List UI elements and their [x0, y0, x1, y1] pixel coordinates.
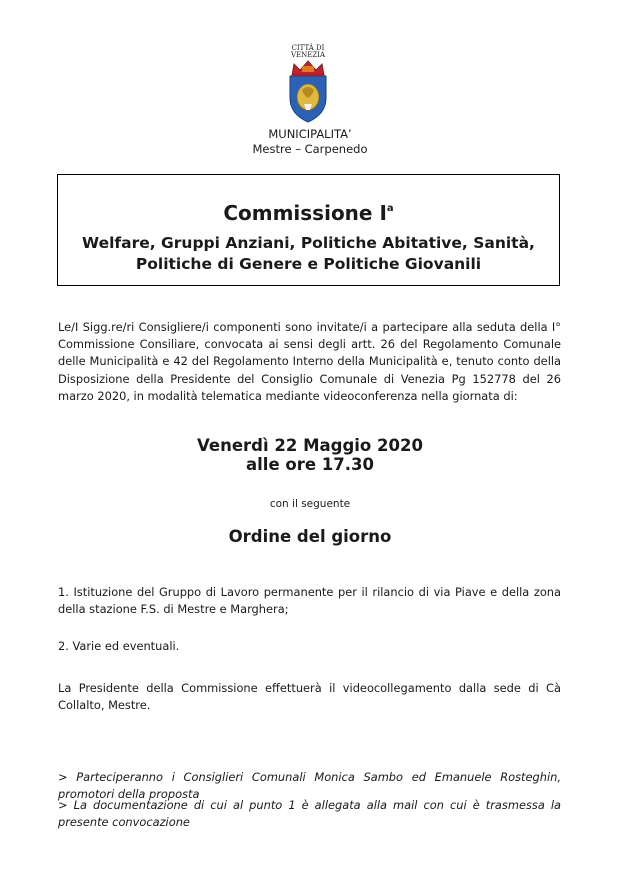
agenda-title: Ordine del giorno	[228, 527, 392, 546]
note-2: > La documentazione di cui al punto 1 è allegata alla mail con cui è trasmessa la presente convocazione	[58, 798, 561, 830]
meeting-date: Venerdì 22 Maggio 2020	[197, 436, 423, 455]
closing-paragraph: La Presidente della Commissione effettuerà il videocollegamento dalla sede di Cà Collalto, Mestre.	[58, 681, 561, 713]
logo-text-citta: CITTÀ DI	[291, 44, 325, 52]
city-coat-of-arms	[282, 42, 334, 124]
commission-subtitle	[58, 233, 559, 275]
commission-title-text: Commissione I	[223, 201, 387, 225]
logo-text-venezia: VENEZIA	[290, 51, 326, 59]
meeting-time: alle ore 17.30	[246, 455, 374, 474]
commission-title-superscript: a	[386, 203, 394, 214]
agenda-item-2: 2. Varie ed eventuali.	[58, 639, 180, 653]
commission-title	[58, 197, 559, 225]
municipalita-label: MUNICIPALITA’	[268, 127, 352, 141]
con-il-seguente: con il seguente	[269, 498, 351, 510]
intro-paragraph: Le/I Sigg.re/ri Consigliere/i componenti sono invitate/i a partecipare alla seduta della I° Commissione Consiliare, convocata ai sensi degli artt. 26 del Regolamento Comunale delle Municipalità e 42 del Regolamento Interno della Municipalità e, tenuto conto della Disposizione della Presidente del Consiglio Comunale di Venezia Pg 152778 del 26 marzo 2020, in modalità telematica mediante videoconferenza nella giornata di:	[58, 320, 561, 403]
commission-title-box	[57, 174, 560, 286]
commission-subtitle-line-1: Welfare, Gruppi Anziani, Politiche Abitative, Sanità,	[82, 234, 535, 252]
meeting-date-block	[0, 436, 620, 474]
location-label: Mestre – Carpenedo	[252, 142, 368, 156]
agenda-item-1: 1. Istituzione del Gruppo di Lavoro permanente per il rilancio di via Piave e della zona della stazione F.S. di Mestre e Marghera;	[58, 585, 561, 617]
commission-subtitle-line-2: Politiche di Genere e Politiche Giovanili	[135, 255, 482, 273]
note-1: > Parteciperanno i Consiglieri Comunali Monica Sambo ed Emanuele Rosteghin, promotori della proposta	[58, 770, 561, 802]
